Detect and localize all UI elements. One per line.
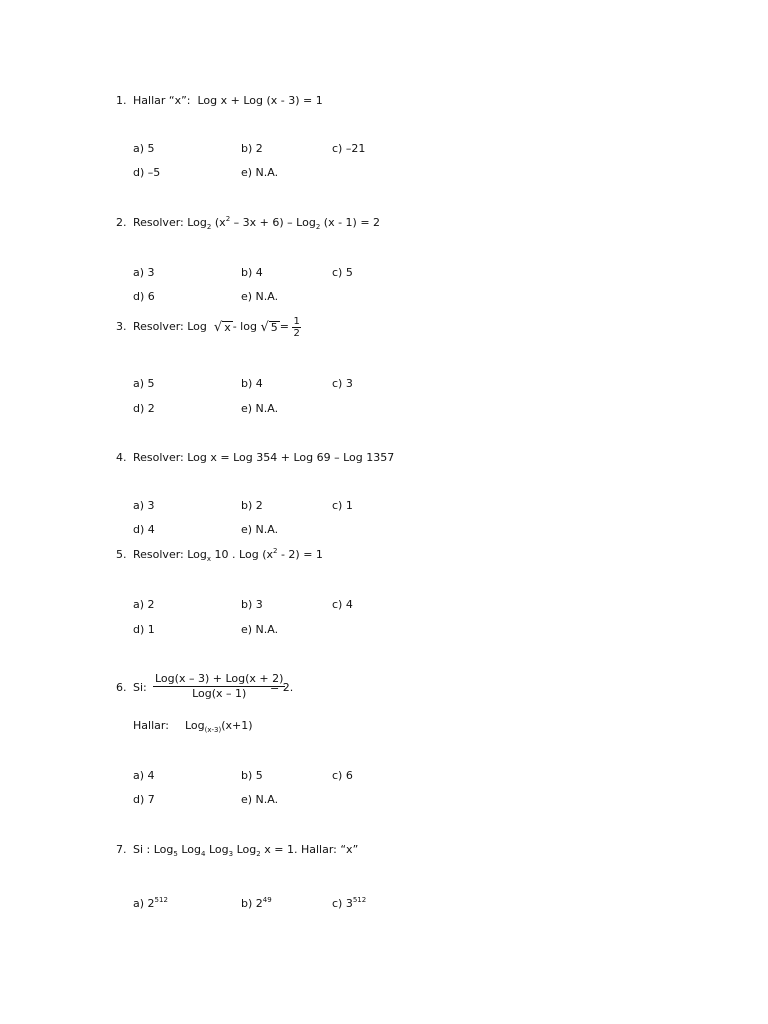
question-5-label: Resolver: [133, 548, 184, 561]
question-4-number: 4. [116, 451, 127, 464]
question-4-option-b: b) 2 [241, 499, 263, 512]
question-3-equals: = [279, 320, 289, 333]
question-2-equation: Log$_2$ $(x^2 - 3x + 6) - Log_2$ (x - 1) = 2 [187, 215, 381, 231]
question-4-option-c: c) 1 [332, 499, 353, 512]
question-6-number: 6. [116, 681, 127, 694]
question-1-statement [133, 94, 323, 108]
question-4-option-a: a) 3 [133, 499, 155, 512]
sqrt-5: √ 5 [260, 319, 278, 335]
question-7-statement [133, 843, 358, 857]
question-1-equation: Log x + Log (x - 3) = 1 [197, 94, 323, 107]
question-2-statement [133, 216, 380, 230]
question-7-equation: Log$_5$ Log$_4$ Log$_3$ Log$_2$ x = 1. Hallar: “x” [153, 843, 359, 858]
question-2-option-d: d) 6 [133, 290, 155, 303]
question-6-option-c: c) 6 [332, 769, 353, 782]
question-5-statement [133, 548, 323, 562]
question-5-option-b: b) 3 [241, 598, 263, 611]
fraction-one-half: $\frac{1}{2}$ [293, 315, 300, 339]
question-4-option-d: d) 4 [133, 523, 155, 536]
question-7-label: Si : [133, 843, 151, 856]
question-3-statement [133, 313, 301, 341]
question-1-option-d: d) –5 [133, 166, 161, 179]
question-5-option-a: a) 2 [133, 598, 155, 611]
question-3-minus-log: - log [232, 320, 257, 333]
question-6-option-b: b) 5 [241, 769, 263, 782]
question-2-label: Resolver: [133, 216, 184, 229]
question-2-option-b: b) 4 [241, 266, 263, 279]
sqrt-x: √ x [213, 319, 231, 335]
question-6-hallar-label: Hallar: [133, 719, 169, 732]
question-7-option-a: a) $2^{512}$ [133, 896, 168, 910]
question-3-label: Resolver: Log [133, 320, 207, 333]
question-7-number: 7. [116, 843, 127, 856]
question-3-number: 3. [116, 320, 127, 333]
question-6-denominator: Log(x – 1) [192, 687, 247, 700]
question-6-option-d: d) 7 [133, 793, 155, 806]
question-5-option-c: c) 4 [332, 598, 353, 611]
question-2-option-e: e) N.A. [241, 290, 279, 303]
question-5-number: 5. [116, 548, 127, 561]
question-1-number: 1. [116, 94, 127, 107]
question-4-label: Resolver: [133, 451, 184, 464]
question-1-label: Hallar “x”: [133, 94, 191, 107]
question-4-option-e: e) N.A. [241, 523, 279, 536]
question-4-equation: Log x = Log 354 + Log 69 – Log 1357 [187, 451, 395, 464]
question-2-option-a: a) 3 [133, 266, 155, 279]
question-7-option-c: c) $3^{512}$ [332, 896, 367, 910]
question-3-option-b: b) 4 [241, 377, 263, 390]
question-1-option-a: a) 5 [133, 142, 155, 155]
question-5-option-d: d) 1 [133, 623, 155, 636]
question-6-option-a: a) 4 [133, 769, 155, 782]
question-2-option-c: c) 5 [332, 266, 353, 279]
question-1-option-e: e) N.A. [241, 166, 279, 179]
question-3-option-c: c) 3 [332, 377, 353, 390]
question-6-hallar-expression: Log$_{(x-3)}$(x+1) [185, 719, 253, 734]
question-2-number: 2. [116, 216, 127, 229]
question-6-label: Si: [133, 681, 147, 694]
question-6-fraction [153, 672, 285, 701]
question-4-statement [133, 451, 394, 465]
question-6-equals: = 2. [270, 681, 294, 694]
question-6-option-e: e) N.A. [241, 793, 279, 806]
question-1-option-c: c) –21 [332, 142, 366, 155]
question-6-numerator: Log(x – 3) + Log(x + 2) [155, 672, 284, 685]
question-7-option-b: b) $2^{49}$ [241, 896, 272, 910]
question-1-option-b: b) 2 [241, 142, 263, 155]
question-3-option-d: d) 2 [133, 402, 155, 415]
question-5-equation: Log$_x$ 10 . Log $(x^2 - 2) = 1$ [187, 547, 323, 563]
question-5-option-e: e) N.A. [241, 623, 279, 636]
question-3-option-e: e) N.A. [241, 402, 279, 415]
question-3-option-a: a) 5 [133, 377, 155, 390]
